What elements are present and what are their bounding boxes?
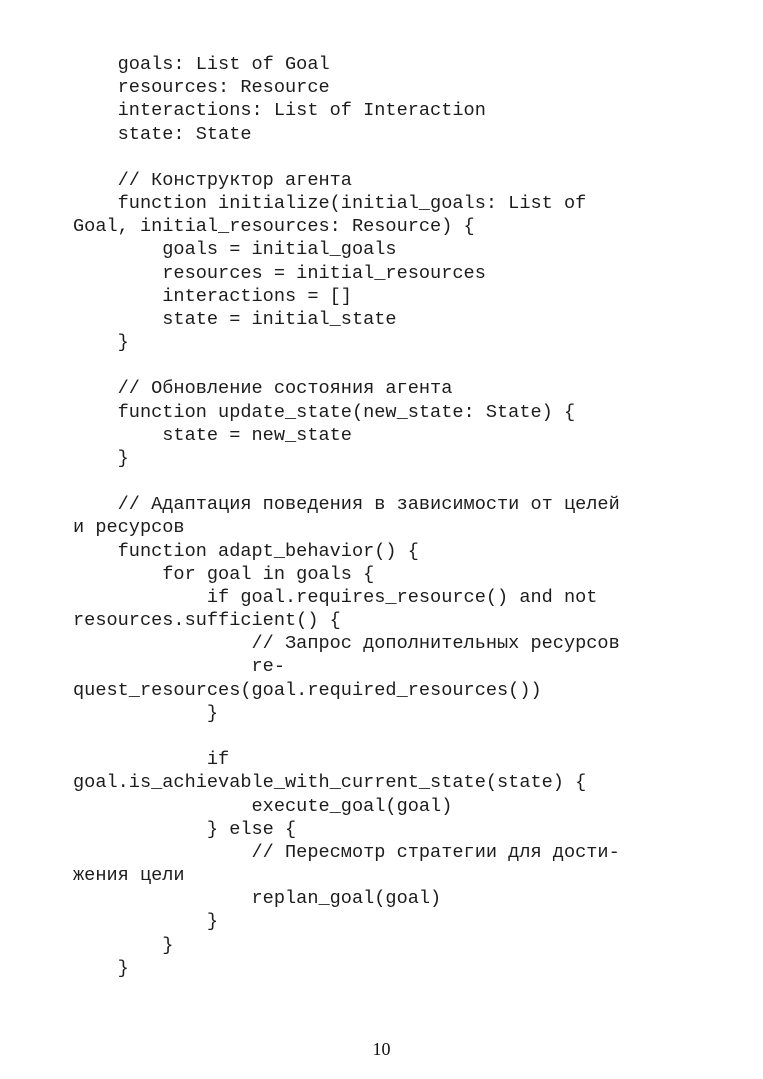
code-line: state: State [73,123,252,145]
code-line: function initialize(initial_goals: List of [73,193,587,215]
code-line: Goal, initial_resources: Resource) { [73,216,475,238]
code-line: goals: List of Goal [73,54,330,75]
code-line: жения цели [73,865,185,887]
code-line: } [73,957,129,979]
code-line: execute_goal(goal) [73,795,453,817]
code-listing [73,53,620,980]
code-line: if goal.requires_resource() and not [73,586,598,608]
code-line [73,725,620,748]
code-line: } [73,702,219,724]
code-line: } [73,934,174,956]
code-line: state = new_state [73,424,352,446]
code-line: // Обновление состояния агента [73,378,453,400]
code-line: } [73,447,129,469]
code-line [73,354,620,377]
code-line: // Запрос дополнительных ресурсов [73,633,620,655]
code-line: interactions: List of Interaction [73,100,486,122]
code-line: resources = initial_resources [73,262,486,284]
code-line: } [73,332,129,354]
code-line [73,470,620,493]
code-line: resources.sufficient() { [73,610,341,632]
code-line: if [73,749,230,771]
code-line: // Конструктор агента [73,169,352,191]
code-line: // Пересмотр стратегии для дости- [73,841,620,863]
code-line: re- [73,656,286,678]
code-line: for goal in goals { [73,563,375,585]
page-number: 10 [372,1039,391,1059]
code-line: function update_state(new_state: State) { [73,401,576,423]
code-line: // Адаптация поведения в зависимости от целей [73,494,620,516]
code-line: quest_resources(goal.required_resources()) [73,679,542,701]
code-line: resources: Resource [73,77,330,99]
code-line: replan_goal(goal) [73,888,442,910]
code-line: и ресурсов [73,517,185,539]
code-line: function adapt_behavior() { [73,540,419,562]
code-line [73,146,620,169]
code-line: goal.is_achievable_with_current_state(state) { [73,772,587,794]
code-line: state = initial_state [73,308,397,330]
code-line: goals = initial_goals [73,239,397,261]
code-line: interactions = [] [73,285,352,307]
code-line: } [73,911,219,933]
code-line: } else { [73,818,297,840]
